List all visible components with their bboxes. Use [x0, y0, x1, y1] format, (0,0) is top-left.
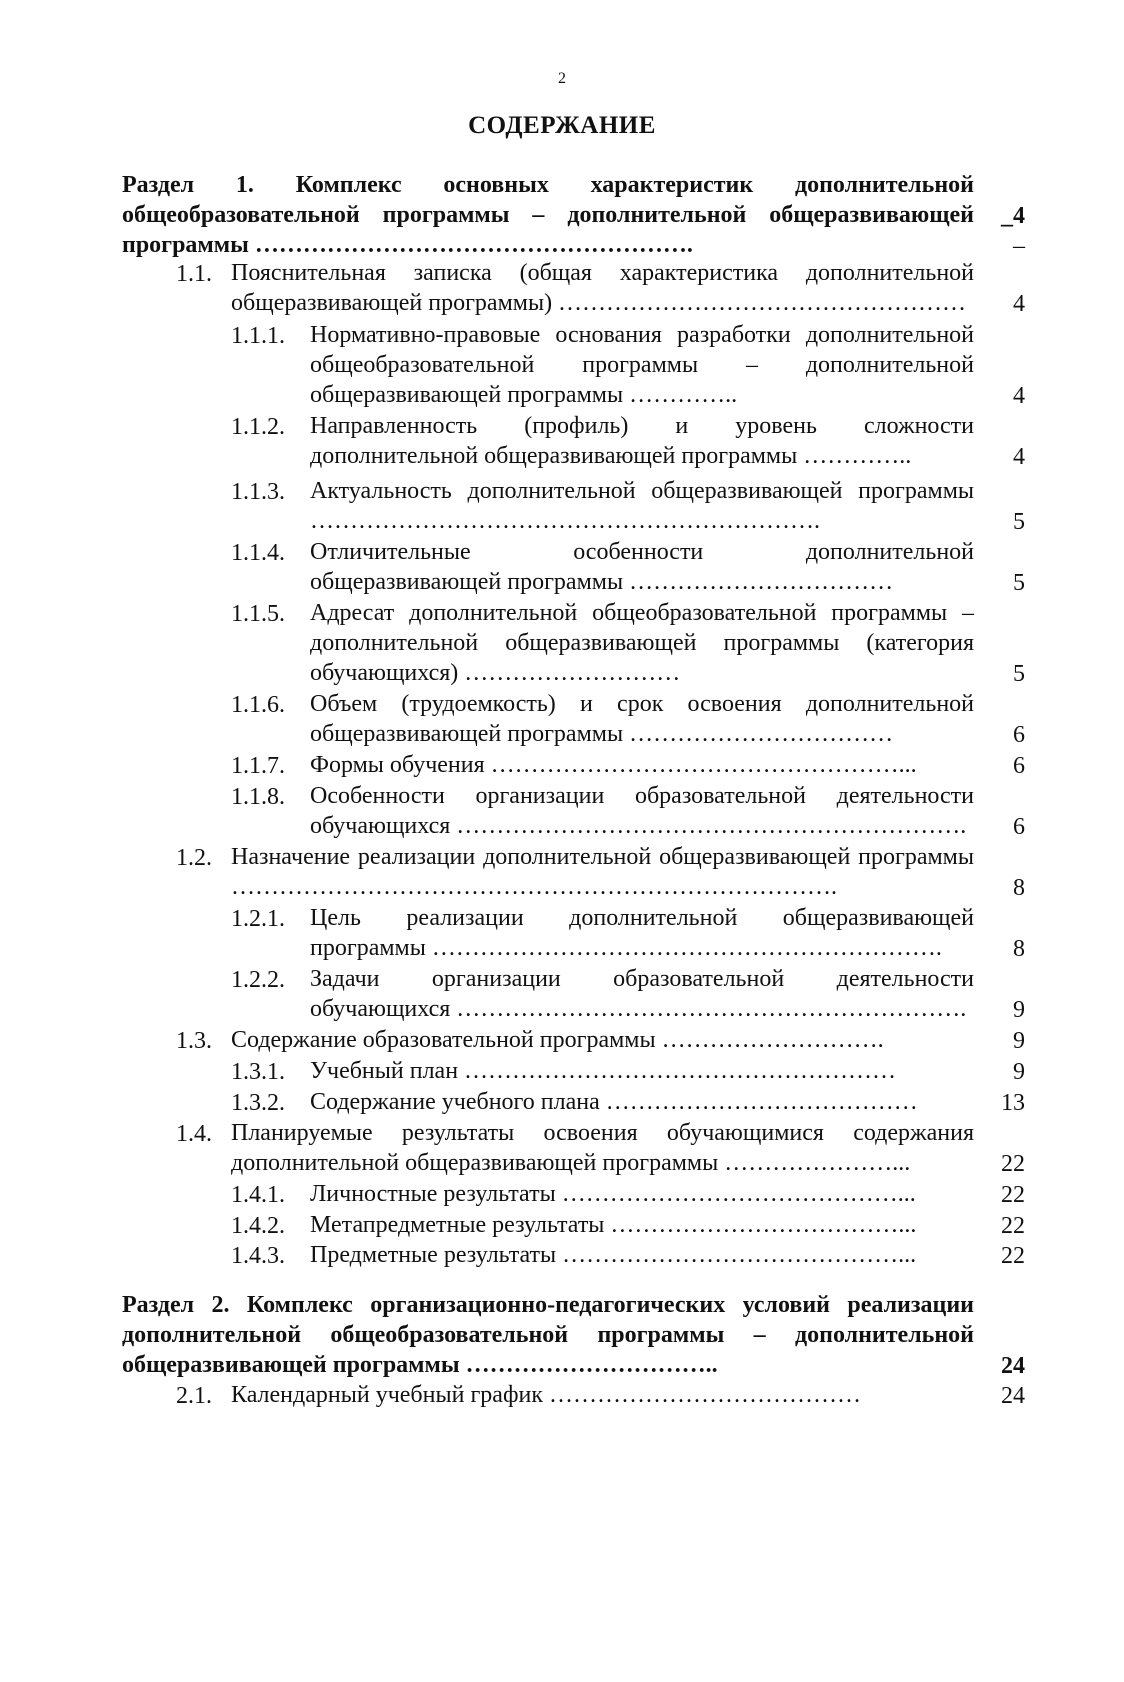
toc-item-number: 1.1. — [176, 261, 212, 287]
toc-page-number: 22 — [1001, 1213, 1025, 1239]
toc-page-number: 4 — [1013, 444, 1025, 470]
toc-item — [0, 903, 1124, 963]
toc-page-number: 22 — [1001, 1243, 1025, 1269]
toc-item-number: 1.2.2. — [231, 967, 285, 993]
toc-page-number: 8 — [1013, 875, 1025, 901]
toc-item-title: Объем (трудоемкость) и срок освоения дополнительной общеразвивающей программы …………………………… — [310, 691, 974, 747]
toc-item-title: Содержание учебного плана ………………………………… — [310, 1089, 918, 1115]
toc-item — [0, 1380, 1124, 1410]
toc-item — [0, 689, 1124, 749]
toc-item-title: Цель реализации дополнительной общеразвивающей программы ………………………………………………………. — [310, 905, 974, 961]
toc-item-number: 1.1.3. — [231, 479, 285, 505]
toc-item-number: 1.4.3. — [231, 1243, 285, 1269]
toc-page-number: 5 — [1013, 570, 1025, 596]
toc-item-title: Задачи организации образовательной деятельности обучающихся ………………………………………………………. — [310, 966, 974, 1022]
toc-item-number: 1.1.5. — [231, 601, 285, 627]
toc-item-number: 1.4. — [176, 1121, 212, 1147]
toc-page-number: 22 — [1001, 1151, 1025, 1177]
toc-page-number: 5 — [1013, 661, 1025, 687]
toc-page-number: 13 — [1001, 1090, 1025, 1116]
toc-item — [0, 1179, 1124, 1209]
toc-page-number: 8 — [1013, 936, 1025, 962]
toc-item-number: 1.2. — [176, 845, 212, 871]
toc-page-number: _4 — [1001, 203, 1025, 229]
toc-page-number: 4 — [1013, 383, 1025, 409]
toc-page-number: 6 — [1013, 722, 1025, 748]
toc-item-number: 1.1.7. — [231, 753, 285, 779]
toc-item-title: Пояснительная записка (общая характеристика дополнительной общеразвивающей программы) …………………………………………… — [231, 260, 974, 316]
toc-item-title: Особенности организации образовательной деятельности обучающихся ………………………………………………………. — [310, 783, 974, 839]
toc-item-number: 1.4.2. — [231, 1213, 285, 1239]
toc-item-title: Направленность (профиль) и уровень сложности дополнительной общеразвивающей программы ………….. — [310, 413, 974, 469]
toc-item-number: 1.1.6. — [231, 692, 285, 718]
toc-item-title: Календарный учебный график ………………………………… — [231, 1382, 861, 1408]
toc-item-number: 1.4.1. — [231, 1182, 285, 1208]
toc-item — [0, 842, 1124, 902]
toc-item-title: Метапредметные результаты ………………………………... — [310, 1212, 917, 1238]
toc-page-number: 6 — [1013, 814, 1025, 840]
toc-item — [0, 320, 1124, 410]
page-number: 2 — [558, 70, 566, 87]
toc-item-title: Раздел 1. Комплекс основных характеристик дополнительной общеобразовательной программы – дополнительной общеразвивающей программы ………………………………………………. — [122, 172, 974, 258]
toc-item — [0, 258, 1124, 318]
toc-page-number: 22 — [1001, 1182, 1025, 1208]
toc-page-number: 6 — [1013, 753, 1025, 779]
toc-item — [0, 1025, 1124, 1055]
toc-section — [0, 170, 1124, 260]
toc-item — [0, 781, 1124, 841]
toc-item-title: Отличительные особенности дополнительной общеразвивающей программы …………………………… — [310, 539, 974, 595]
toc-item-title: Содержание образовательной программы ………………………. — [231, 1027, 884, 1053]
toc-item-number: 1.1.4. — [231, 540, 285, 566]
toc-item-number: 1.3.1. — [231, 1059, 285, 1085]
toc-item — [0, 964, 1124, 1024]
toc-item — [0, 750, 1124, 780]
toc-item-title: Нормативно-правовые основания разработки дополнительной общеобразовательной программы – дополнительной общеразвивающей программы ………….. — [310, 322, 974, 408]
toc-item — [0, 411, 1124, 471]
toc-item — [0, 1210, 1124, 1240]
toc-item — [0, 1240, 1124, 1270]
toc-item — [0, 537, 1124, 597]
toc-page-number: 24 — [1001, 1353, 1025, 1379]
toc-page-number: 9 — [1013, 997, 1025, 1023]
toc-item-number: 1.1.2. — [231, 414, 285, 440]
toc-item — [0, 1056, 1124, 1086]
toc-item-title: Раздел 2. Комплекс организационно-педагогических условий реализации дополнительной общеобразовательной программы – дополнительной общеразвивающей программы ………………………….. — [122, 1292, 974, 1378]
toc-item-title: Формы обучения ……………………………………………... — [310, 752, 917, 778]
toc-item — [0, 598, 1124, 688]
toc-item — [0, 476, 1124, 536]
toc-item-number: 2.1. — [176, 1383, 212, 1409]
toc-item — [0, 1087, 1124, 1117]
toc-item-title: Планируемые результаты освоения обучающимися содержания дополнительной общеразвивающей программы …………………... — [231, 1120, 974, 1176]
toc-item-title: Актуальность дополнительной общеразвивающей программы ………………………………………………………. — [310, 478, 974, 534]
toc-dash-mark: – — [1013, 233, 1025, 259]
toc-item-title: Назначение реализации дополнительной общеразвивающей программы …………………………………………………………………. — [231, 844, 974, 900]
toc-item-title: Адресат дополнительной общеобразовательной программы – дополнительной общеразвивающей программы (категория обучающихся) ……………………… — [310, 600, 974, 686]
toc-item-number: 1.1.8. — [231, 784, 285, 810]
toc-section — [0, 1290, 1124, 1380]
toc-page-number: 5 — [1013, 509, 1025, 535]
toc-page-number: 9 — [1013, 1028, 1025, 1054]
toc-page-number: 9 — [1013, 1059, 1025, 1085]
toc-item-title: Предметные результаты ……………………………………... — [310, 1242, 917, 1268]
toc-item-number: 1.3. — [176, 1028, 212, 1054]
toc-page-number: 4 — [1013, 291, 1025, 317]
toc-page-number: 24 — [1001, 1383, 1025, 1409]
toc-item — [0, 1118, 1124, 1178]
page-title: СОДЕРЖАНИЕ — [468, 112, 656, 139]
toc-item-number: 1.1.1. — [231, 323, 285, 349]
toc-item-title: Учебный план ……………………………………………… — [310, 1058, 897, 1084]
toc-item-number: 1.3.2. — [231, 1090, 285, 1116]
toc-item-title: Личностные результаты ……………………………………... — [310, 1181, 916, 1207]
toc-item-number: 1.2.1. — [231, 906, 285, 932]
